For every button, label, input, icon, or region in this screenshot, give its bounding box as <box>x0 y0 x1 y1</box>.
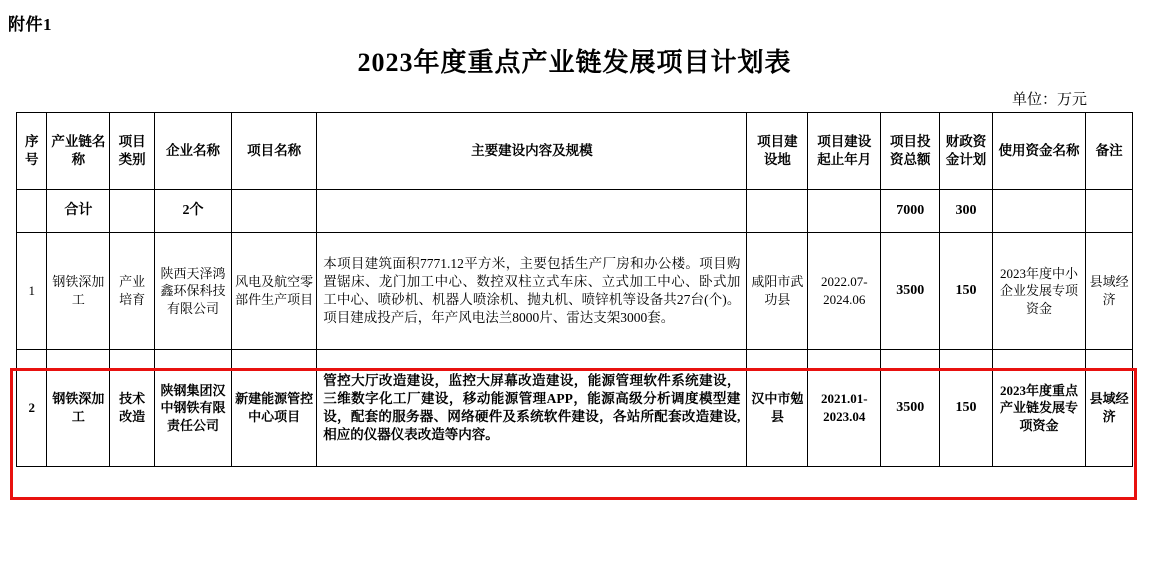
header-chain-name: 产业链名称 <box>47 113 110 190</box>
cell-project-name: 风电及航空零部件生产项目 <box>232 233 317 350</box>
summary-fiscal-plan: 300 <box>940 190 993 233</box>
cell-period: 2021.01-2023.04 <box>808 350 881 467</box>
summary-fund-name <box>992 190 1085 233</box>
summary-count: 2个 <box>154 190 231 233</box>
table-header-row <box>17 113 1133 190</box>
table-row-summary <box>17 190 1133 233</box>
cell-fund-name: 2023年度重点产业链发展专项资金 <box>992 350 1085 467</box>
summary-project-type <box>110 190 155 233</box>
cell-fund-name: 2023年度中小企业发展专项资金 <box>992 233 1085 350</box>
header-location: 项目建设地 <box>747 113 808 190</box>
header-fiscal-plan: 财政资金计划 <box>940 113 993 190</box>
summary-main-content <box>317 190 747 233</box>
summary-index <box>17 190 47 233</box>
cell-index: 1 <box>17 233 47 350</box>
summary-label: 合计 <box>47 190 110 233</box>
cell-total-investment: 3500 <box>881 233 940 350</box>
cell-total-investment: 3500 <box>881 350 940 467</box>
cell-remark: 县域经济 <box>1086 350 1133 467</box>
cell-project-type: 技术改造 <box>110 350 155 467</box>
header-fund-name: 使用资金名称 <box>992 113 1085 190</box>
cell-location: 咸阳市武功县 <box>747 233 808 350</box>
cell-period: 2022.07-2024.06 <box>808 233 881 350</box>
page-title: 2023年度重点产业链发展项目计划表 <box>357 48 792 77</box>
summary-period <box>808 190 881 233</box>
cell-chain-name: 钢铁深加工 <box>47 350 110 467</box>
table-row <box>17 233 1133 350</box>
cell-project-type: 产业培育 <box>110 233 155 350</box>
cell-enterprise-name: 陕西天泽鸿鑫环保科技有限公司 <box>154 233 231 350</box>
cell-fiscal-plan: 150 <box>940 350 993 467</box>
summary-remark <box>1086 190 1133 233</box>
summary-total-investment: 7000 <box>881 190 940 233</box>
cell-main-content: 管控大厅改造建设，监控大屏幕改造建设，能源管理软件系统建设，三维数字化工厂建设，移动能源管理APP，能源高级分析调度模型建设，配套的服务器、网络硬件及系统软件建设，各站所配套改造建设,相应的仪器仪表改造等内容。 <box>317 350 747 467</box>
cell-fiscal-plan: 150 <box>940 233 993 350</box>
header-project-name: 项目名称 <box>232 113 317 190</box>
table-row <box>17 350 1133 467</box>
header-project-type: 项目类别 <box>110 113 155 190</box>
header-total-investment: 项目投资总额 <box>881 113 940 190</box>
header-remark: 备注 <box>1086 113 1133 190</box>
header-main-content: 主要建设内容及规模 <box>317 113 747 190</box>
cell-location: 汉中市勉县 <box>747 350 808 467</box>
summary-project-name <box>232 190 317 233</box>
project-plan-table <box>16 112 1133 467</box>
cell-index: 2 <box>17 350 47 467</box>
cell-remark: 县域经济 <box>1086 233 1133 350</box>
cell-chain-name: 钢铁深加工 <box>47 233 110 350</box>
header-enterprise-name: 企业名称 <box>154 113 231 190</box>
header-period: 项目建设起止年月 <box>808 113 881 190</box>
header-index: 序号 <box>17 113 47 190</box>
unit-note: 单位：万元 <box>1011 92 1087 108</box>
cell-enterprise-name: 陕钢集团汉中钢铁有限责任公司 <box>154 350 231 467</box>
attachment-label: 附件1 <box>8 15 52 34</box>
summary-location <box>747 190 808 233</box>
cell-main-content: 本项目建筑面积7771.12平方米，主要包括生产厂房和办公楼。项目购置锯床、龙门加工中心、数控双柱立式车床、立式加工中心、卧式加工中心、喷砂机、机器人喷涂机、抛丸机、喷锌机等设备共27台(个)。项目建成投产后，年产风电法兰8000片、雷达支架3000套。 <box>317 233 747 350</box>
cell-project-name: 新建能源管控中心项目 <box>232 350 317 467</box>
